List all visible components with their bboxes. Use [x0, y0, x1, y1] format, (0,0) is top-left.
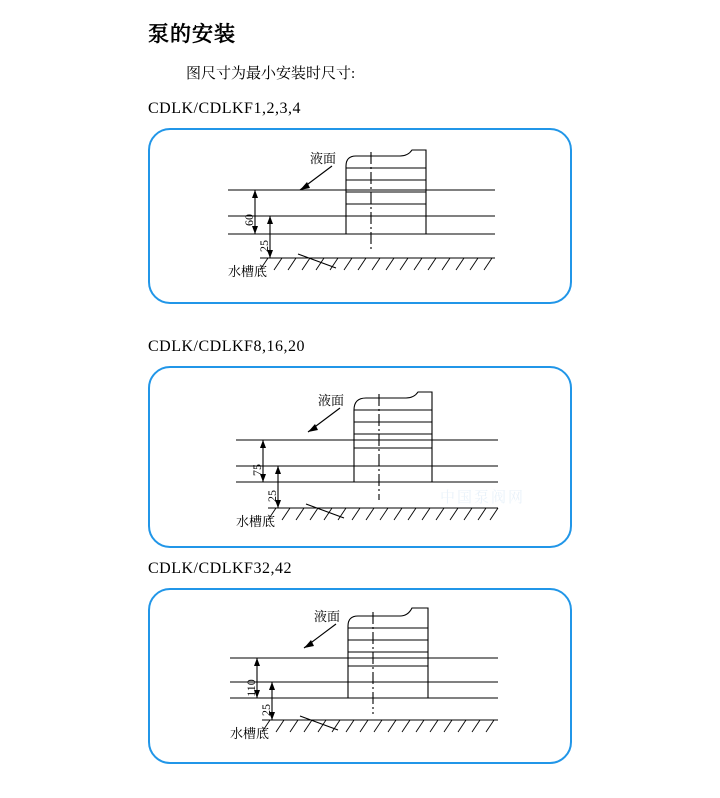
page-title: 泵的安装: [148, 23, 236, 46]
tank-bottom-leader: [300, 716, 338, 730]
dim-upper-2: 75: [250, 464, 264, 476]
liquid-surface-label-2: 液面: [318, 393, 345, 408]
dim-upper-1: 60: [242, 214, 256, 226]
liquid-surface-label-3: 液面: [314, 609, 341, 624]
section-label-2: CDLK/CDLKF8,16,20: [148, 338, 305, 355]
diagram-svg-2: [150, 368, 570, 546]
pump-body-outline: [348, 608, 428, 682]
diagram-panel-3: [148, 588, 572, 764]
diagram-panel-2: [148, 366, 572, 548]
tank-bottom-label-1: 水槽底: [228, 264, 268, 279]
tank-bottom-label-3: 水槽底: [230, 726, 270, 741]
section-label-3: CDLK/CDLKF32,42: [148, 560, 292, 577]
diagram-panel-1: [148, 128, 572, 304]
page-subtitle: 图尺寸为最小安装时尺寸:: [186, 66, 356, 82]
dim-lower-1: 25: [257, 240, 271, 252]
dim-lower-2: 25: [265, 490, 279, 502]
diagram-svg-1: [150, 130, 570, 302]
pump-body-outline: [346, 150, 426, 216]
watermark-text: 中国泵阀网: [440, 489, 526, 506]
section-label-1: CDLK/CDLKF1,2,3,4: [148, 100, 301, 117]
tank-bottom-label-2: 水槽底: [236, 514, 276, 529]
dim-lower-3: 25: [259, 704, 273, 716]
pump-body-outline: [354, 392, 432, 466]
dim-upper-3: 110: [244, 679, 258, 697]
tank-bottom-leader: [306, 504, 344, 518]
liquid-surface-label-1: 液面: [310, 151, 337, 166]
tank-bottom-leader: [298, 254, 336, 268]
diagram-svg-3: [150, 590, 570, 762]
